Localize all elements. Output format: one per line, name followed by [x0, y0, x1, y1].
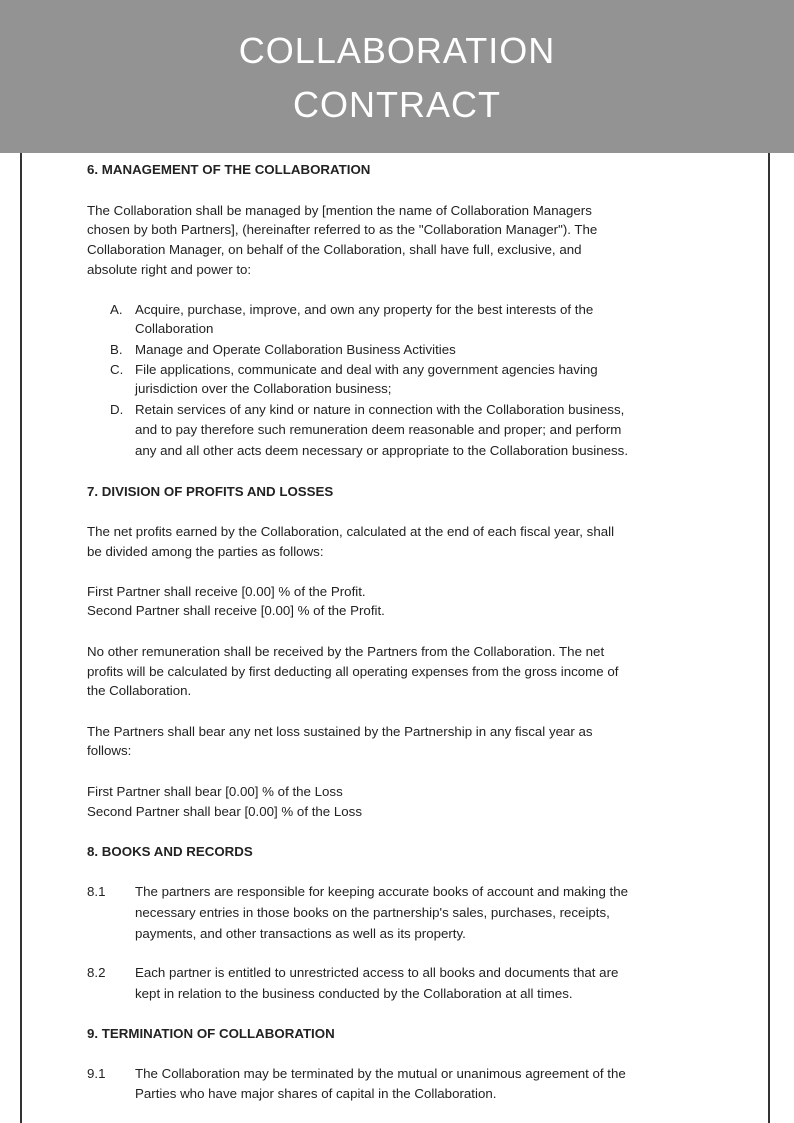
- section-heading: 8. BOOKS AND RECORDS: [87, 844, 253, 859]
- paragraph-line: Collaboration Manager, on behalf of the Collaboration, shall have full, exclusive, and: [87, 242, 582, 257]
- list-item-line: Acquire, purchase, improve, and own any property for the best interests of the: [135, 302, 594, 317]
- page-border-right: [768, 153, 770, 1123]
- clause-number: 9.1: [87, 1066, 106, 1081]
- section-heading: 9. TERMINATION OF COLLABORATION: [87, 1026, 335, 1041]
- clause-number: 8.1: [87, 884, 106, 899]
- list-item-line: jurisdiction over the Collaboration business;: [135, 381, 392, 396]
- clause-line: Each partner is entitled to unrestricted access to all books and documents that are: [135, 965, 619, 980]
- paragraph-line: The Partners shall bear any net loss sustained by the Partnership in any fiscal year as: [87, 724, 593, 739]
- paragraph-line: follows:: [87, 743, 132, 758]
- list-item-line: any and all other acts deem necessary or appropriate to the Collaboration business.: [135, 443, 629, 458]
- paragraph-line: absolute right and power to:: [87, 262, 252, 277]
- list-marker: C.: [110, 362, 124, 377]
- paragraph-line: The net profits earned by the Collaboration, calculated at the end of each fiscal year, shall: [87, 524, 615, 539]
- clause-line: payments, and other transactions as well as its property.: [135, 926, 466, 941]
- banner-title-line-2: CONTRACT: [293, 84, 501, 125]
- clause-line: Parties who have major shares of capital in the Collaboration.: [135, 1086, 497, 1101]
- clause-line: kept in relation to the business conducted by the Collaboration at all times.: [135, 986, 573, 1001]
- paragraph-line: First Partner shall bear [0.00] % of the Loss: [87, 784, 343, 799]
- paragraph-line: be divided among the parties as follows:: [87, 544, 324, 559]
- paragraph-line: No other remuneration shall be received by the Partners from the Collaboration. The net: [87, 644, 605, 659]
- clause-line: The Collaboration may be terminated by the mutual or unanimous agreement of the: [135, 1066, 626, 1081]
- paragraph-line: profits will be calculated by first deducting all operating expenses from the gross income of: [87, 664, 619, 679]
- clause-line: The partners are responsible for keeping accurate books of account and making the: [135, 884, 629, 899]
- paragraph-line: chosen by both Partners], (hereinafter referred to as the "Collaboration Manager"). The: [87, 222, 598, 237]
- section-heading: 7. DIVISION OF PROFITS AND LOSSES: [87, 484, 334, 499]
- clause-line: necessary entries in those books on the partnership's sales, purchases, receipts,: [135, 905, 610, 920]
- list-item-line: and to pay therefore such remuneration deem reasonable and proper; and perform: [135, 422, 622, 437]
- list-marker: B.: [110, 342, 123, 357]
- list-marker: A.: [110, 302, 123, 317]
- list-marker: D.: [110, 402, 124, 417]
- section-heading: 6. MANAGEMENT OF THE COLLABORATION: [87, 162, 371, 177]
- list-item-line: Manage and Operate Collaboration Business Activities: [135, 342, 456, 357]
- list-item-line: Retain services of any kind or nature in connection with the Collaboration business,: [135, 402, 625, 417]
- paragraph-line: The Collaboration shall be managed by [mention the name of Collaboration Managers: [87, 203, 592, 218]
- title-banner: [0, 0, 794, 153]
- paragraph-line: Second Partner shall bear [0.00] % of the Loss: [87, 804, 362, 819]
- paragraph-line: the Collaboration.: [87, 683, 192, 698]
- list-item-line: File applications, communicate and deal with any government agencies having: [135, 362, 598, 377]
- clause-number: 8.2: [87, 965, 106, 980]
- page-border-left: [20, 153, 22, 1123]
- paragraph-line: Second Partner shall receive [0.00] % of the Profit.: [87, 603, 385, 618]
- list-item-line: Collaboration: [135, 321, 214, 336]
- banner-title-line-1: COLLABORATION: [238, 30, 556, 71]
- paragraph-line: First Partner shall receive [0.00] % of the Profit.: [87, 584, 366, 599]
